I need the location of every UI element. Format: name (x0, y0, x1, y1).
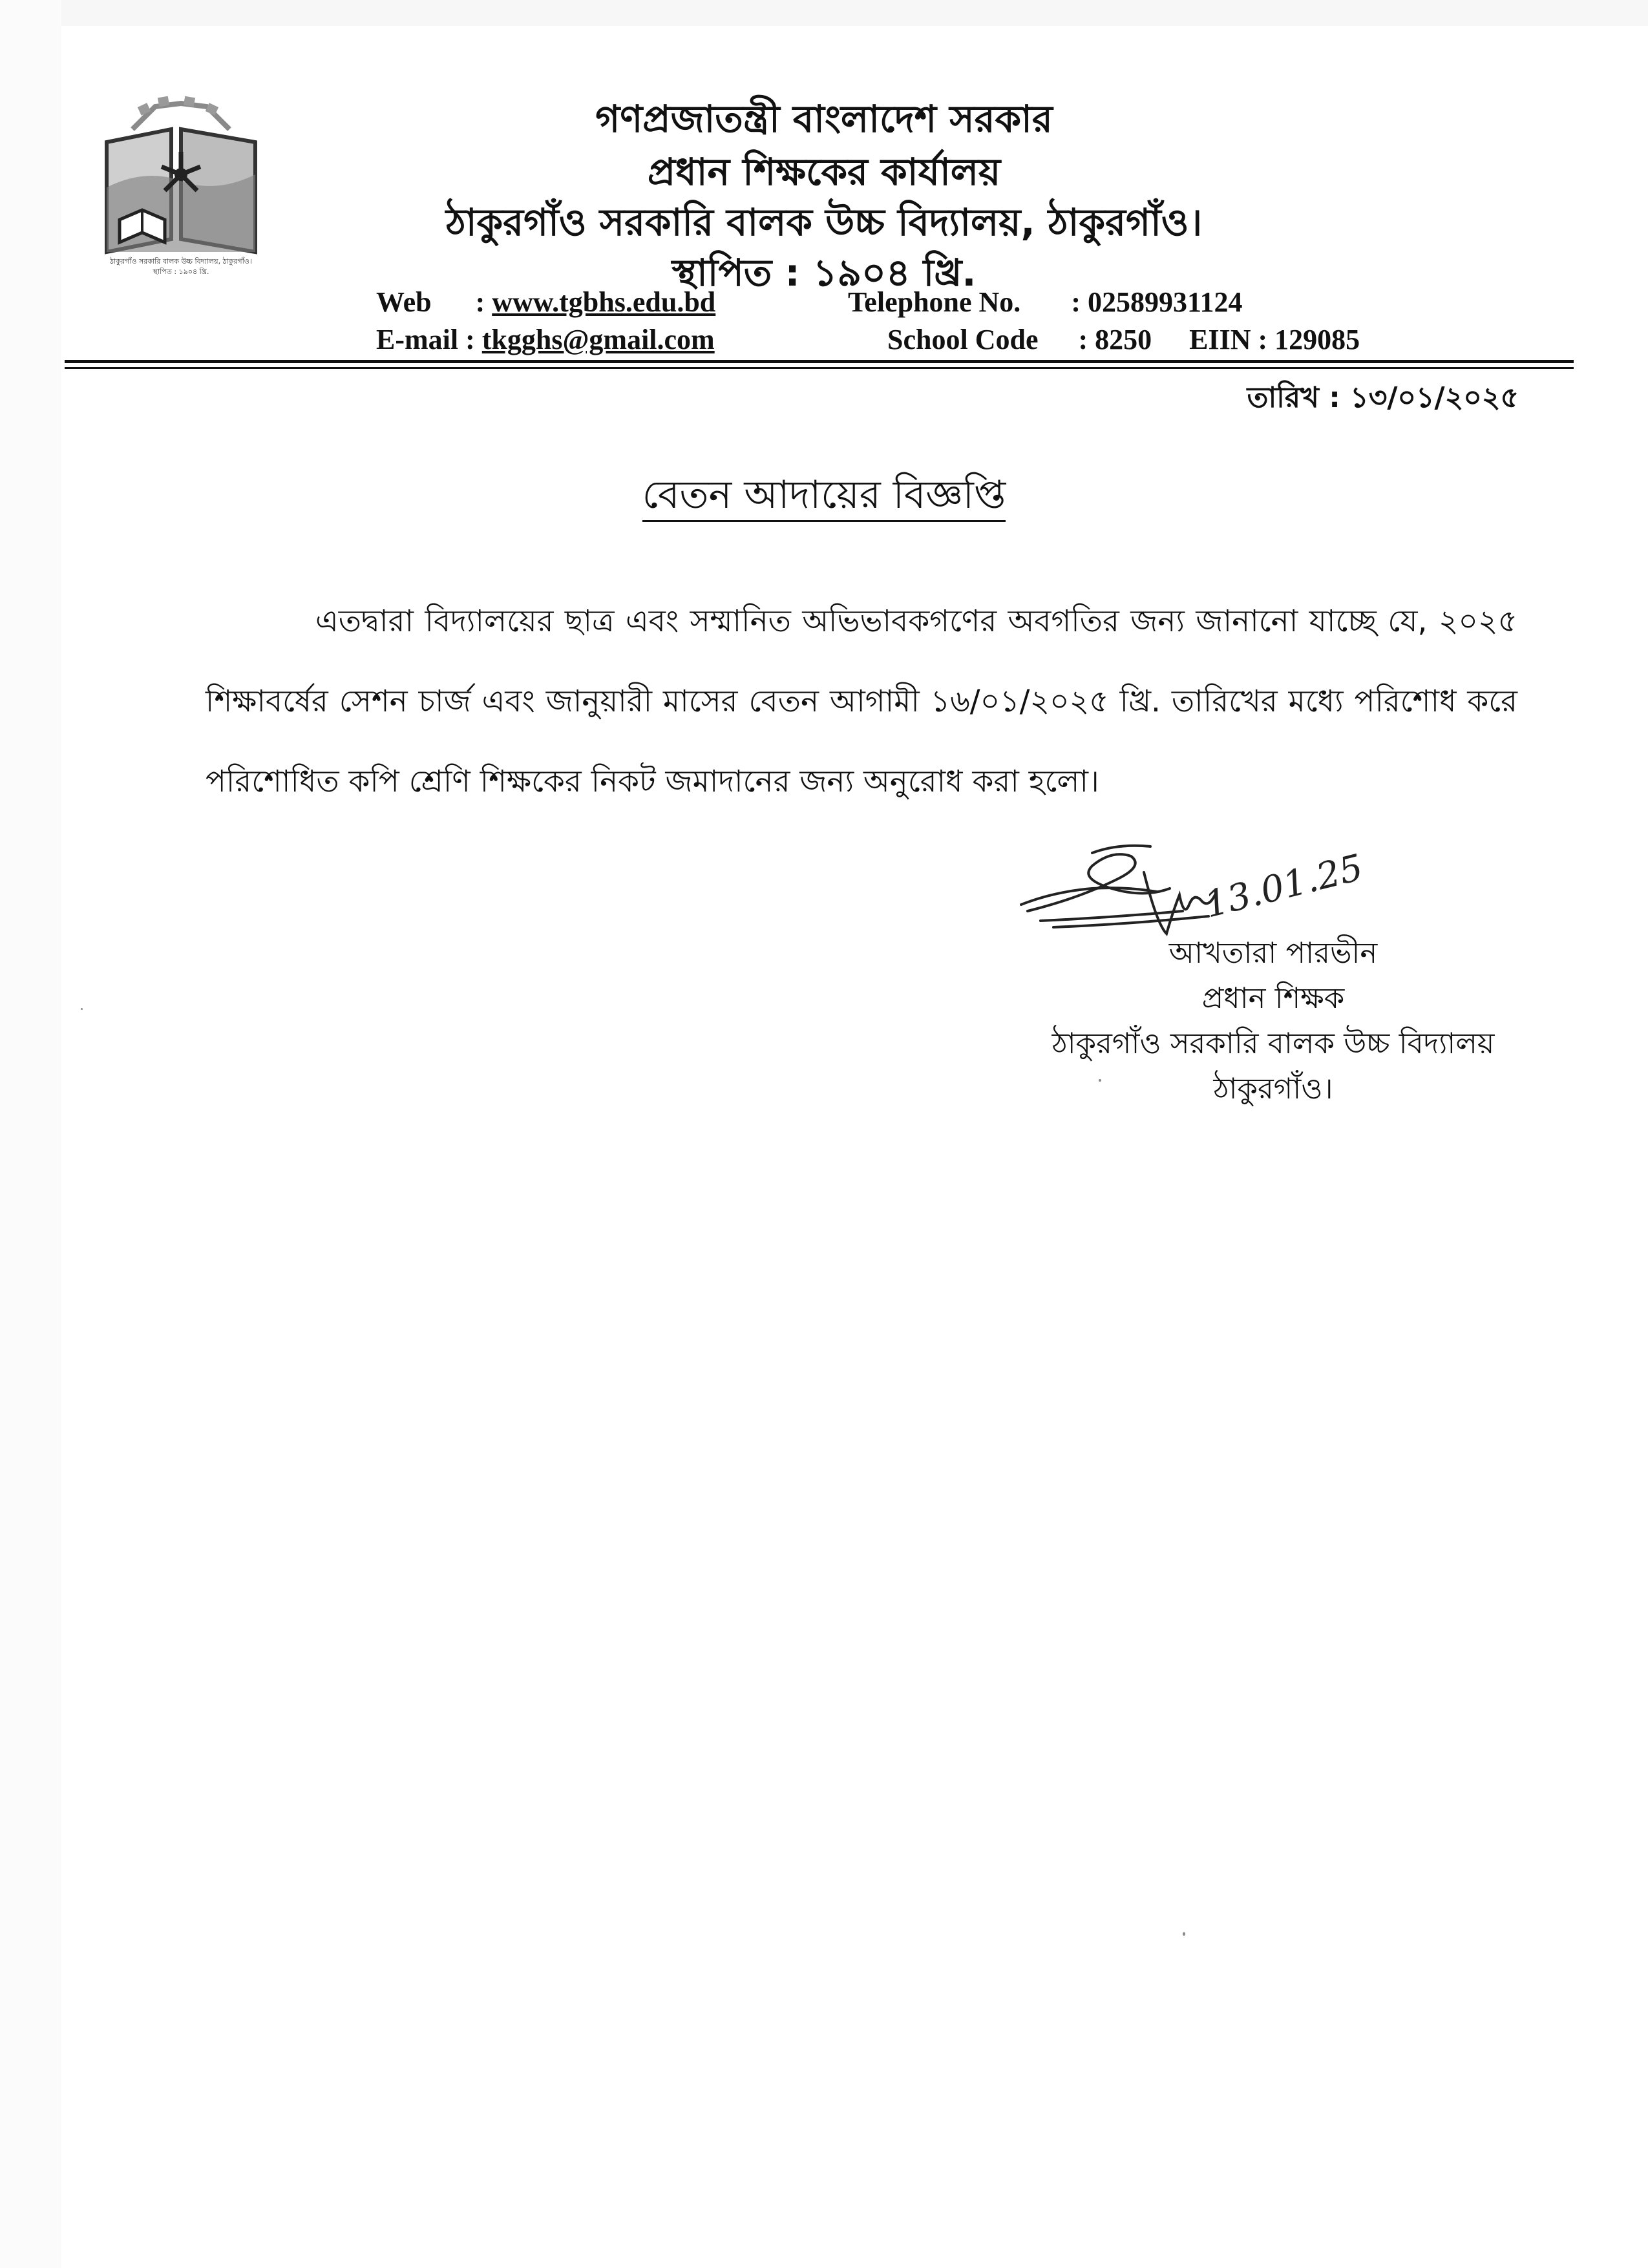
phone-label: Telephone No. (848, 286, 1021, 318)
notice-body: এতদ্বারা বিদ্যালয়ের ছাত্র এবং সম্মানিত অভিভাবকগণের অবগতির জন্য জানানো যাচ্ছে যে, ২০২৫ শিক্ষাবর্ষের সেশন চার্জ এবং জানুয়ারী মাসের বেতন আগামী ১৬/০১/২০২৫ খ্রি. তারিখের মধ্যে পরিশোধ করে পরিশোধিত কপি শ্রেণি শিক্ষকের নিকট জমাদানের জন্য অনুরোধ করা হলো। (206, 604, 1517, 799)
signatory-designation: প্রধান শিক্ষক (1201, 981, 1345, 1015)
notice-title-text: বেতন আদায়ের বিজ্ঞপ্তি (642, 472, 1006, 522)
email-sep: : (465, 324, 475, 355)
scan-speck (1183, 1932, 1185, 1936)
established-line: স্থাপিত : ১৯০৪ খ্রি. (671, 251, 977, 295)
signatory-place: ঠাকুরগাঁও। (1213, 1071, 1333, 1106)
signature-date: 13.01.25 (1200, 846, 1368, 927)
svg-text:ঠাকুরগাঁও সরকারি বালক উচ্চ বিদ: ঠাকুরগাঁও সরকারি বালক উচ্চ বিদ্যালয়, ঠাকুরগাঁও। (110, 257, 252, 266)
government-title: গণপ্রজাতন্ত্রী বাংলাদেশ সরকার (595, 97, 1053, 141)
eiin-sep: : (1258, 324, 1268, 355)
signature-icon (1021, 846, 1215, 934)
scan-speck (81, 1008, 83, 1010)
signatory-name: আখতারা পারভীন (1168, 936, 1378, 970)
header-divider-thick (65, 360, 1574, 363)
email-row (376, 323, 715, 356)
web-sep: : (475, 286, 485, 318)
scan-edge-top (0, 0, 1648, 26)
web-link[interactable]: www.tgbhs.edu.bd (492, 286, 716, 318)
web-label: Web (376, 286, 432, 318)
school-code-label: School Code (887, 324, 1039, 355)
phone-row (848, 286, 1243, 319)
svg-text:স্থাপিত : ১৯০৪ খ্রি.: স্থাপিত : ১৯০৪ খ্রি. (153, 268, 209, 276)
scan-edge-left (0, 0, 61, 2268)
eiin-value: 129085 (1274, 324, 1360, 355)
signature-block (808, 930, 1583, 1111)
eiin-label: EIIN (1189, 324, 1251, 355)
school-code-sep: : (1078, 324, 1088, 355)
notice-title (0, 465, 1648, 530)
scan-speck (1099, 1079, 1101, 1082)
signatory-institution: ঠাকুরগাঁও সরকারি বালক উচ্চ বিদ্যালয় (1051, 1026, 1495, 1060)
school-code-value: 8250 (1095, 324, 1152, 355)
notice-date: তারিখ : ১৩/০১/২০২৫ (1247, 381, 1519, 414)
school-code-row (887, 323, 1360, 356)
office-title: প্রধান শিক্ষকের কার্যালয় (647, 150, 1001, 194)
email-label: E-mail (376, 324, 459, 355)
header-divider-thin (65, 367, 1574, 369)
web-row (376, 286, 715, 319)
phone-sep: : (1071, 286, 1081, 318)
school-name: ঠাকুরগাঁও সরকারি বালক উচ্চ বিদ্যালয়, ঠাকুরগাঁও। (445, 200, 1203, 244)
phone-value: 02589931124 (1087, 286, 1243, 318)
email-link[interactable]: tkgghs@gmail.com (481, 324, 715, 355)
